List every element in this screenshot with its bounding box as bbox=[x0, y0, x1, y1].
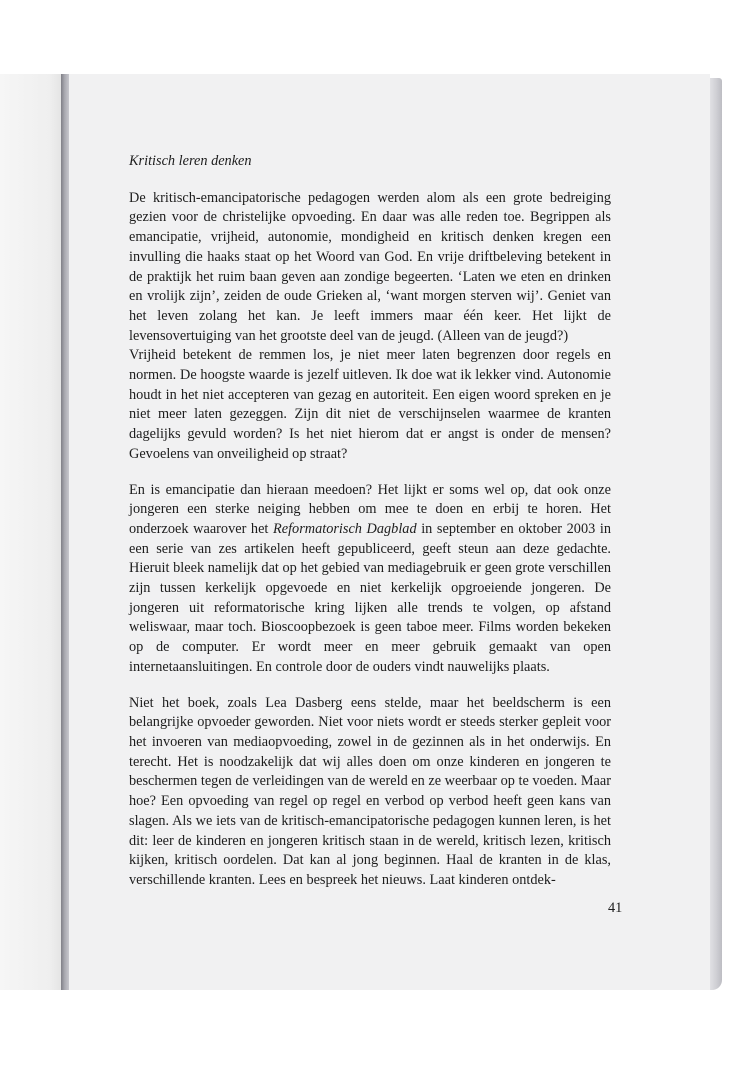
page-stack-edge bbox=[708, 78, 722, 990]
publication-title: Reformatorisch Dagblad bbox=[273, 520, 417, 537]
book-page bbox=[69, 74, 710, 990]
paragraph-1: De kritisch-emancipatorische pedagogen werden alom als een grote bedreiging gezien voor de christelijke opvoeding. En daar was alle reden toe. Begrippen als emancipatie, vrijheid, autonomie, mondigheid en kritisch denken kregen een invulling die haaks staat op het Woord van God. En vrije driftbeleving betekent in de praktijk het ruim baan geven aan zondige begeerten. ‘Laten we eten en drinken en vrolijk zijn’, zeiden de oude Grieken al, ‘want morgen sterven wij’. Geniet van het leven zolang het kan. Je leeft immers maar één keer. Het lijkt de levensovertuiging van het grootste deel van de jeugd. (Alleen van de jeugd?) bbox=[129, 189, 611, 344]
paragraph-3-end: in september en oktober 2003 in een serie van zes artikelen heeft gepubliceerd, geeft steun aan deze gedachte. Hieruit bleek namelijk dat op het gebied van mediagebruik er geen grote verschillen zijn tussen kerkelijk opgevoede en niet kerkelijk opgroeiende jongeren. De jongeren uit reformatorische kring lijken alle trends te volgen, op afstand weliswaar, maar toch. Bioscoopbezoek is geen taboe meer. Films worden bekeken op de computer. Er wordt meer en meer gebruik gemaakt van open internetaansluitingen. En controle door de ouders vindt nauwelijks plaats. bbox=[129, 520, 611, 675]
paragraph-3 bbox=[129, 481, 611, 678]
paragraph-2: Vrijheid betekent de remmen los, je niet meer laten begrenzen door regels en normen. De hoogste waarde is jezelf uitleven. Ik doe wat ik lekker vind. Autonomie houdt in het niet accepteren van gezag en autoriteit. Een eigen woord spreken en je niet meer laten gezeggen. Zijn dit niet de verschijnselen waarmee de kranten dagelijks gevuld worden? Is het niet hierom dat er angst is onder de mensen? Gevoelens van onveiligheid op straat? bbox=[129, 347, 611, 462]
book-binding bbox=[61, 74, 69, 990]
paragraph-3-start: En is emancipatie dan hieraan meedoen? Het lijkt er soms wel op, dat ook onze jongeren een sterke neiging hebben om mee te doen en erbij te horen. Het onderzoek waarover het bbox=[129, 481, 611, 537]
paragraph-4: Niet het boek, zoals Lea Dasberg eens stelde, maar het beeldscherm is een belangrijke opvoeder geworden. Niet voor niets wordt er steeds sterker gepleit voor het invoeren van mediaopvoeding, zowel in de gezinnen als in het onderwijs. En terecht. Het is noodzakelijk dat wij alles doen om onze kinderen en jongeren te beschermen tegen de verleidingen van de wereld en ze weerbaar op te voeden. Maar hoe? Een opvoeding van regel op regel en verbod op verbod heeft geen kans van slagen. Als we iets van de kritisch-emancipatorische pedagogen kunnen leren, is het dit: leer de kinderen en jongeren kritisch staan in de wereld, kritisch lezen, kritisch kijken, kritisch oordelen. Dat kan al jong beginnen. Haal de kranten in de klas, verschillende kranten. Lees en bespreek het nieuws. Laat kinderen ontdek- bbox=[129, 694, 611, 888]
section-heading: Kritisch leren denken bbox=[129, 153, 252, 169]
page-text bbox=[129, 152, 611, 891]
page-number: 41 bbox=[608, 900, 623, 916]
previous-page-edge bbox=[0, 74, 62, 990]
